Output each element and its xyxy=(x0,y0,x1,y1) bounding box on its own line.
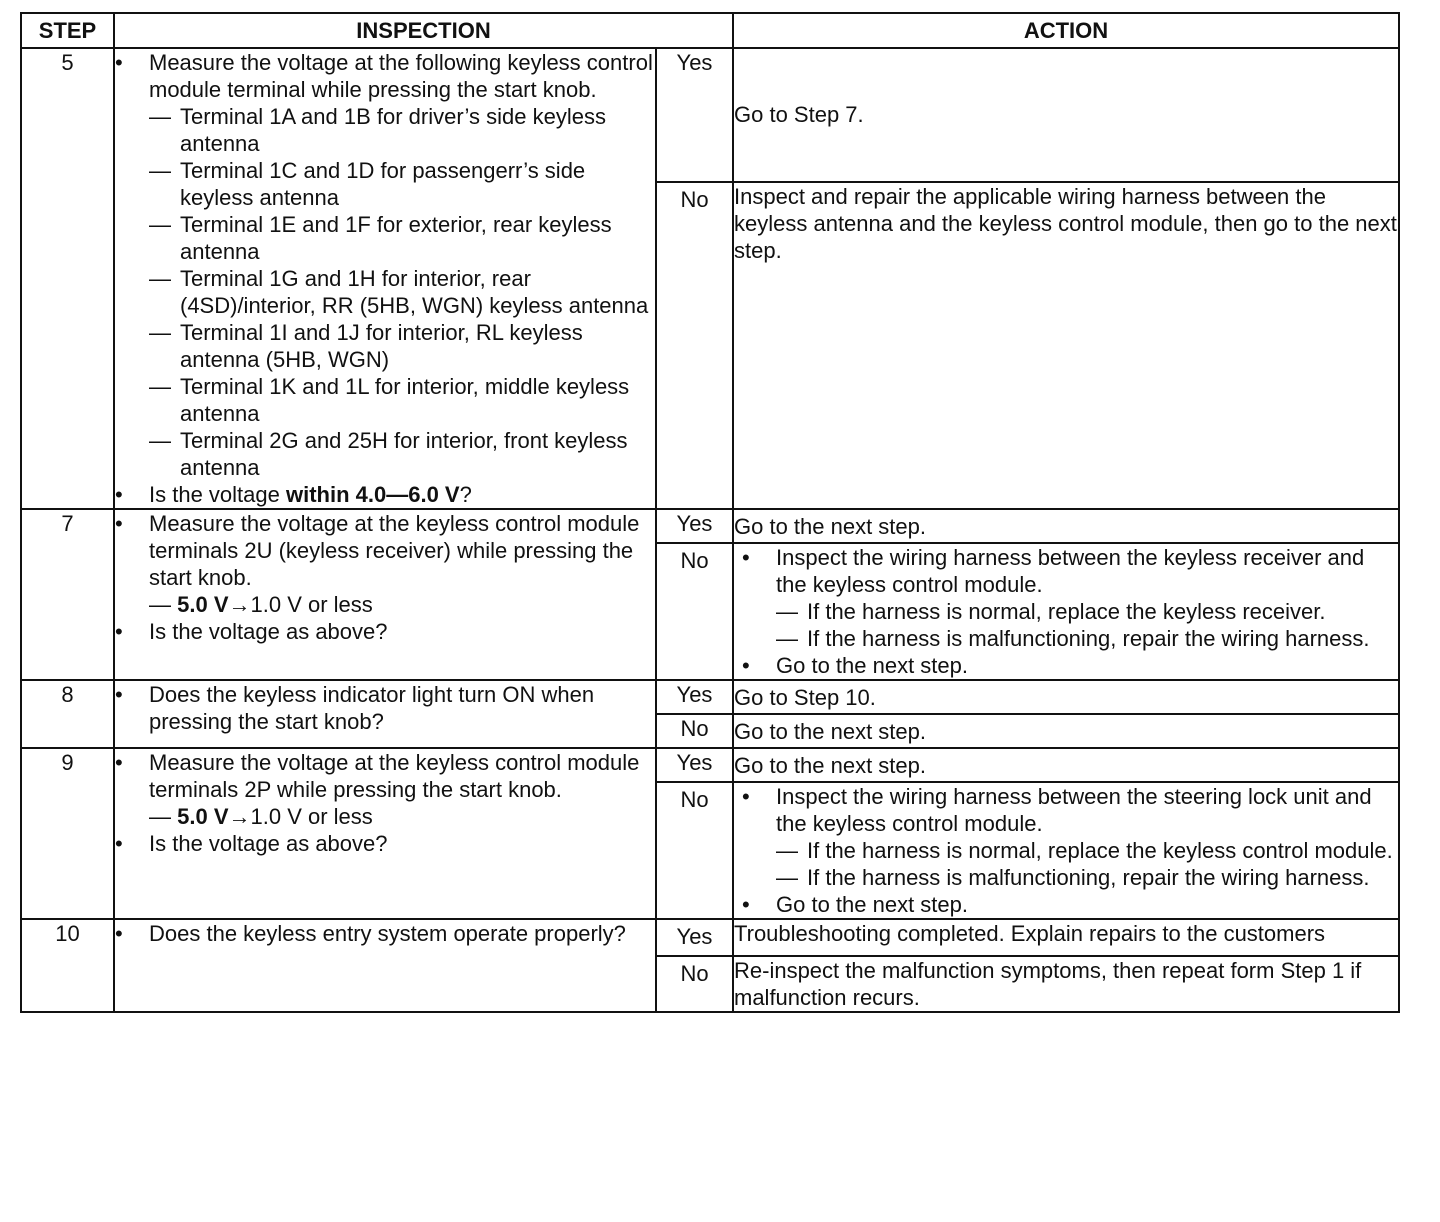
inspection-text: Measure the voltage at the keyless control module terminals 2P while pressing the start knob. xyxy=(149,750,640,802)
step-row-9-yes xyxy=(21,748,1399,782)
step-number: 10 xyxy=(21,919,114,1012)
yes-label: Yes xyxy=(656,48,733,182)
step-row-8-yes xyxy=(21,680,1399,714)
no-label: No xyxy=(656,182,733,509)
step-header: STEP xyxy=(21,13,114,48)
inspection-cell: • Does the keyless indicator light turn ON when pressing the start knob? xyxy=(114,680,656,748)
inspection-header: INSPECTION xyxy=(114,13,733,48)
header-row xyxy=(21,13,1399,48)
yes-action: Go to Step 10. xyxy=(733,680,1399,714)
step-number: 9 xyxy=(21,748,114,919)
no-action: Inspect and repair the applicable wiring harness between the keyless antenna and the keyless control module, then go to the next step. xyxy=(733,182,1399,509)
inspection-question: Is the voltage as above? xyxy=(149,831,388,856)
yes-label: Yes xyxy=(656,748,733,782)
terminal-item: Terminal 1A and 1B for driver’s side keyless antenna xyxy=(180,104,606,156)
step-row-5-yes xyxy=(21,48,1399,182)
terminal-item: Terminal 1G and 1H for interior, rear (4SD)/interior, RR (5HB, WGN) keyless antenna xyxy=(180,266,649,318)
inspection-text: Does the keyless indicator light turn ON when pressing the start knob? xyxy=(149,682,595,734)
step-number: 8 xyxy=(21,680,114,748)
inspection-cell: • Measure the voltage at the keyless control module terminals 2U (keyless receiver) while pressing the start knob. — 5.0 V→1.0 V or less • Is the voltage as above? xyxy=(114,509,656,680)
step-number: 5 xyxy=(21,48,114,509)
inspection-question: Is the voltage within 4.0—6.0 V? xyxy=(149,482,472,507)
no-label: No xyxy=(656,956,733,1012)
yes-action: Troubleshooting completed. Explain repairs to the customers xyxy=(733,919,1399,956)
no-action: Go to the next step. xyxy=(733,714,1399,748)
terminal-item: Terminal 1K and 1L for interior, middle keyless antenna xyxy=(180,374,630,426)
inspection-text: Does the keyless entry system operate properly? xyxy=(149,921,626,946)
no-action: • Inspect the wiring harness between the steering lock unit and the keyless control module. — If the harness is normal, replace the keyless control module. — If the harness is malfunctioning, repair the wiring harness. • Go to the next step. xyxy=(733,782,1399,919)
yes-label: Yes xyxy=(656,509,733,543)
no-label: No xyxy=(656,782,733,919)
inspection-text: Measure the voltage at the keyless control module terminals 2U (keyless receiver) while pressing the start knob. xyxy=(149,511,640,590)
inspection-cell: • Measure the voltage at the keyless control module terminals 2P while pressing the start knob. — 5.0 V→1.0 V or less • Is the voltage as above? xyxy=(114,748,656,919)
voltage-spec: — 5.0 V→1.0 V or less xyxy=(149,804,373,829)
step-row-10-yes xyxy=(21,919,1399,956)
no-action: • Inspect the wiring harness between the keyless receiver and the keyless control module. — If the harness is normal, replace the keyless receiver. — If the harness is malfunctioning, repair the wiring harness. • Go to the next step. xyxy=(733,543,1399,680)
yes-action: Go to the next step. xyxy=(733,748,1399,782)
inspection-cell: • Measure the voltage at the following keyless control module terminal while pressing the start knob. — Terminal 1A and 1B for driver’s side keyless antenna — Terminal 1C and 1D for passengerr’s side keyless antenna — Terminal 1E and 1F for exterior, rear keyless antenna — Terminal 1G and 1H for interior, rear (4SD)/interior, RR (5HB, WGN) keyless antenna — Terminal 1I and 1J for interior, RL keyless antenna (5HB, WGN) — Terminal 1K and 1L for interior, middle keyless antenna — Terminal 2G and 25H for interior, front keyless antenna • Is the voltage within 4.0—6.0 V? xyxy=(114,48,656,509)
no-label: No xyxy=(656,543,733,680)
step-row-7-yes xyxy=(21,509,1399,543)
inspection-cell: • Does the keyless entry system operate properly? xyxy=(114,919,656,1012)
inspection-question: Is the voltage as above? xyxy=(149,619,388,644)
no-label: No xyxy=(656,714,733,748)
step-number: 7 xyxy=(21,509,114,680)
voltage-spec: — 5.0 V→1.0 V or less xyxy=(149,592,373,617)
action-header: ACTION xyxy=(733,13,1399,48)
terminal-item: Terminal 2G and 25H for interior, front keyless antenna xyxy=(180,428,628,480)
terminal-item: Terminal 1I and 1J for interior, RL keyless antenna (5HB, WGN) xyxy=(180,320,583,372)
yes-label: Yes xyxy=(656,680,733,714)
inspection-text: Measure the voltage at the following keyless control module terminal while pressing the start knob. xyxy=(149,50,653,102)
terminal-item: Terminal 1E and 1F for exterior, rear keyless antenna xyxy=(180,212,612,264)
yes-action: Go to the next step. xyxy=(733,509,1399,543)
no-action: Re-inspect the malfunction symptoms, then repeat form Step 1 if malfunction recurs. xyxy=(733,956,1399,1012)
yes-label: Yes xyxy=(656,919,733,956)
troubleshooting-table xyxy=(20,12,1400,1013)
terminal-item: Terminal 1C and 1D for passengerr’s side keyless antenna xyxy=(180,158,586,210)
yes-action: Go to Step 7. xyxy=(733,48,1399,182)
